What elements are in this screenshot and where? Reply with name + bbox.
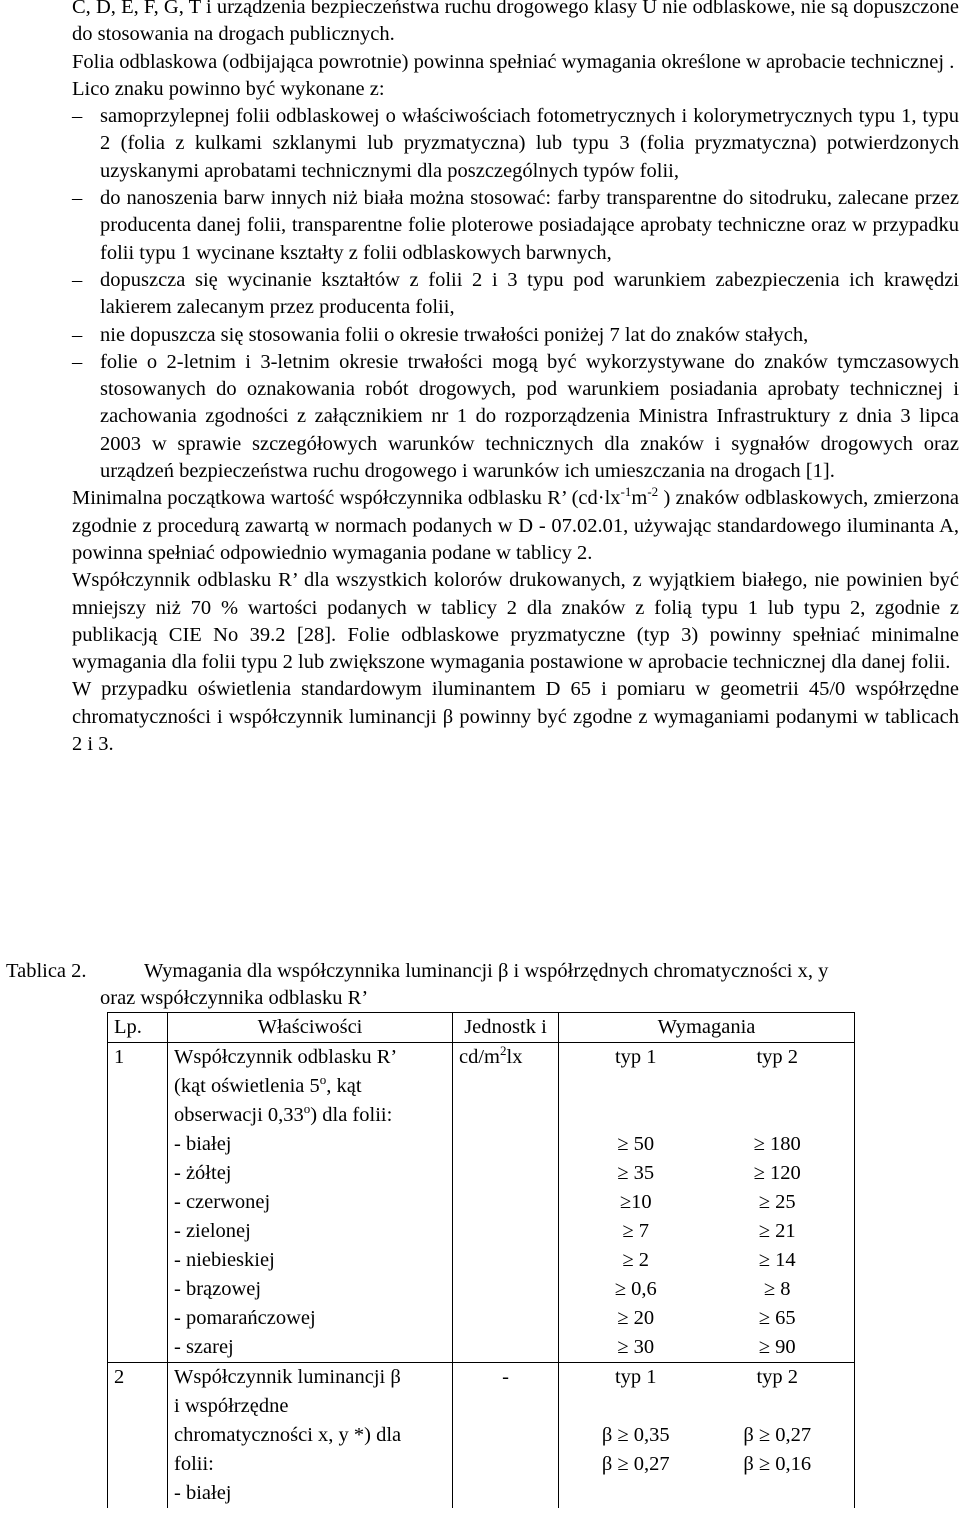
row-property: Współczynnik odblasku R’ (kąt oświetlenia 5$^o$, kąt obserwacji 0,33$^o$) dla folii: - białej - żółtej - czerwonej - zielonej - niebieskiej - brązowej - pomarańczowej - szarej (168, 1043, 453, 1363)
row-property: Współczynnik luminancji β i współrzędne chromatyczności x, y *) dla folii: - białej (168, 1363, 453, 1509)
list-item: – do nanoszenia barw innych niż biała można stosować: farby transparentne do sitodruku, zalecane przez producenta danej folii, transparentne folie ploterowe posiadające aprobaty techniczne oraz w przypadku folii typu 1 wycinane kształty z folii odblaskowych barwnych, (72, 187, 959, 264)
row-unit: $cd/m^2lx$ (453, 1043, 559, 1363)
intro-line: C, D, E, F, G, T i urządzenia bezpieczeństwa ruchu drogowego klasy U nie odblaskowe, nie są dopuszczone do stosowania na drogach publicznych. (72, 0, 959, 46)
table-header-row (108, 1013, 855, 1043)
list-item: – folie o 2-letnim i 3-letnim okresie trwałości mogą być wykorzystywane do znaków tymczasowych stosowanych do oznakowania robót drogowych, pod warunkiem posiadania aprobaty technicznej i zachowania zgodności z załącznikiem nr 1 do rozporządzenia Ministra Infrastruktury z dnia 3 lipca 2003 w sprawie szczegółowych warunków technicznych dla znaków i sygnałów drogowych oraz urządzeń bezpieczeństwa ruchu drogowego i warunków ich umieszczania na drogach [1]. (72, 350, 959, 483)
paragraph-face: Lico znaku powinno być wykonane z: (72, 77, 385, 100)
table-row (108, 1363, 855, 1509)
table-label: Tablica 2. (6, 960, 87, 982)
row-number: 1 (108, 1043, 168, 1363)
list-item: – samoprzylepnej folii odblaskowej o właściwościach fotometrycznych i kolorymetrycznych typu 1, typu 2 (folia z kulkami szklanymi lub pryzmatyczna) lub typu 3 (folia pryzmatyczna) potwierdzonych uzyskanymi aprobatami technicznymi dla poszczególnych typów folii, (72, 105, 959, 182)
list-item: – nie dopuszcza się stosowania folii o okresie trwałości poniżej 7 lat do znaków stałych, (72, 323, 809, 346)
requirements-list (72, 103, 959, 485)
header-requirements: Wymagania (559, 1013, 855, 1043)
list-item: – dopuszcza się wycinanie kształtów z folii 2 i 3 typu pod warunkiem zabezpieczenia ich krawędzi lakierem zalecanym przez producenta folii, (72, 268, 959, 319)
row-number: 2 (108, 1363, 168, 1509)
header-properties: Właściwości (168, 1013, 453, 1043)
table-title: Wymagania dla współczynnika luminancji β i współrzędnych chromatyczności x, y (144, 960, 829, 982)
header-lp: Lp. (108, 1013, 168, 1043)
row-requirements: typ 1 typ 2 β ≥ 0,35 β ≥ 0,27 β ≥ 0,27 β ≥ 0,16 (559, 1363, 855, 1509)
paragraph-foil: Folia odblaskowa (odbijająca powrotnie) powinna spełniać wymagania określone w aprobacie technicznej . (72, 50, 955, 73)
table-title-continued: oraz współczynnika odblasku R’ (100, 987, 369, 1010)
paragraph-coefficient: Współczynnik odblasku R’ dla wszystkich kolorów drukowanych, z wyjątkiem białego, nie powinien być mniejszy niż 70 % wartości podanych w tablicy 2 dla znaków z folią typu 1 lub typu 2, zgodnie z publikacją CIE No 39.2 [28]. Folie odblaskowe pryzmatyczne (typ 3) powinny spełniać minimalne wymagania dla folii typu 2 lub zwiększone wymagania postawione w aprobacie technicznej dla danej folii. (72, 569, 959, 674)
table-caption (6, 958, 959, 1013)
paragraph-minimum-value: Minimalna początkowa wartość współczynnika odblasku R’ ($cd\cdot lx^{-1}m^{-2}$ ) znaków odblaskowych, zmierzona zgodnie z procedurą zawartą w normach podanych w D - 07.02.01, używając standardowego iluminanta A, powinna spełniać odpowiednio wymagania podane w tablicy 2. (72, 484, 959, 564)
header-unit: Jednostk i (453, 1013, 559, 1043)
row-requirements: typ 1 typ 2 ≥ 50 ≥ 180 ≥ 35 ≥ 120 ≥10 ≥ 25 ≥ 7 ≥ 21 ≥ 2 ≥ 14 ≥ 0,6 ≥ 8 ≥ 20 ≥ 65 ≥ 30 ≥ 90 (559, 1043, 855, 1363)
requirements-table (107, 1012, 855, 1508)
table-row (108, 1043, 855, 1363)
paragraph-illumination: W przypadku oświetlenia standardowym iluminantem D 65 i pomiaru w geometrii 45/0 współrzędne chromatyczności i współczynnik luminancji β powinny być zgodne z wymaganiami podanymi w tablicach 2 i 3. (72, 678, 959, 756)
row-unit: - (453, 1363, 559, 1509)
document-body (72, 0, 959, 758)
